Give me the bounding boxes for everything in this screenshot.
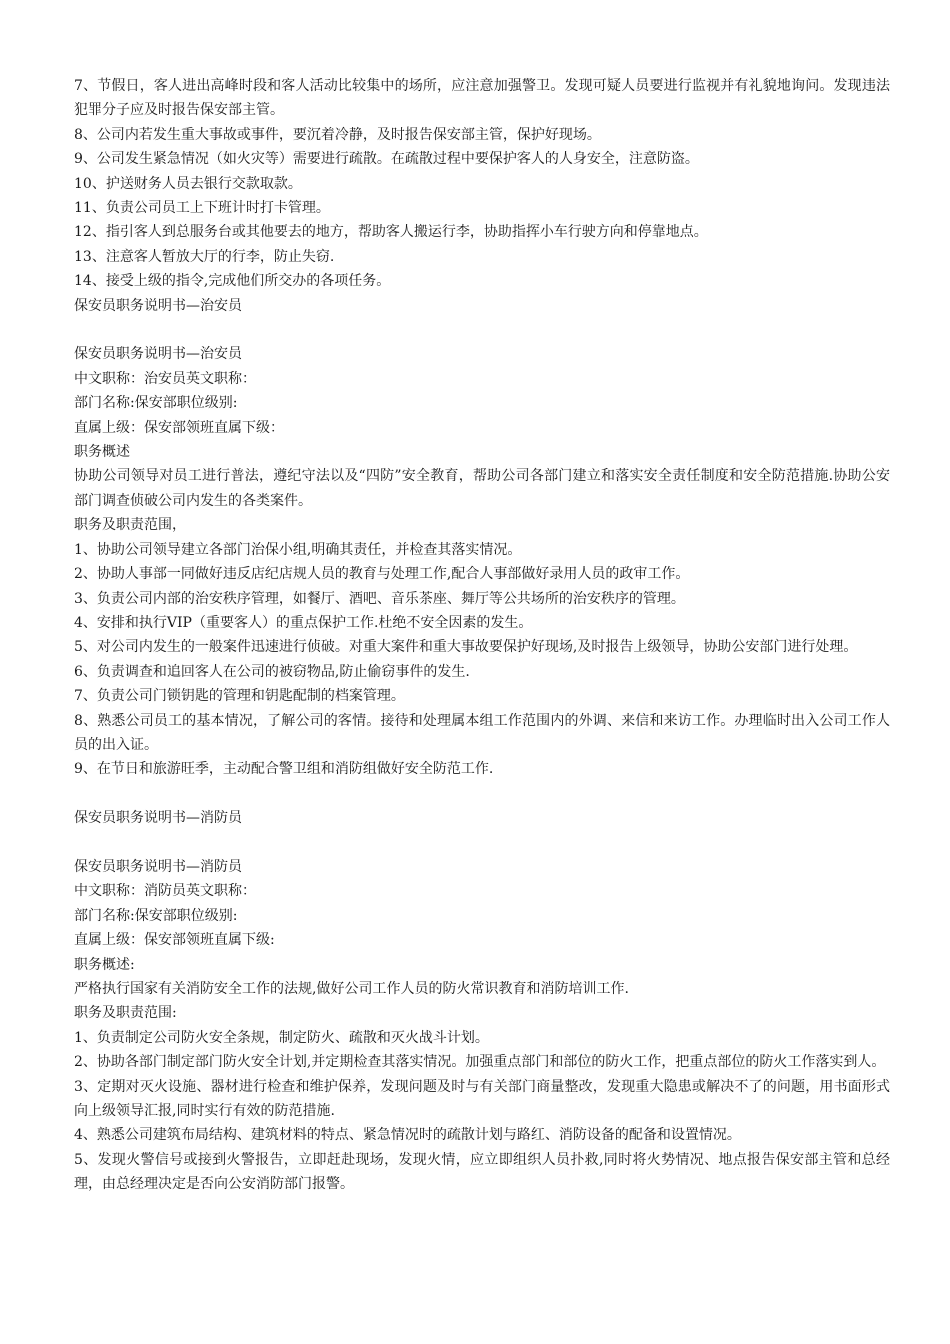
list-item: 6、负责调查和追回客人在公司的被窃物品,防止偷窃事件的发生. (74, 663, 470, 680)
subheading: 职务概述 (74, 444, 130, 461)
list-item: 5、对公司内发生的一般案件迅速进行侦破。对重大案件和重大事故要保护好现场,及时报告上级领导，协助公安部门进行处理。 (74, 639, 858, 656)
paragraph: 10、护送财务人员去银行交款取款。 (74, 175, 302, 192)
field-line: 部门名称:保安部职位级别: (74, 395, 238, 412)
list-item: 2、协助人事部一同做好违反店纪店规人员的教育与处理工作,配合人事部做好录用人员的政审工作。 (74, 566, 690, 583)
subheading: 职务概述: (74, 956, 135, 973)
section-heading: 保安员职务说明书—消防员 (74, 810, 242, 827)
field-line: 直属上级：保安部领班直属下级: (74, 932, 275, 949)
section-heading: 保安员职务说明书—治安员 (74, 297, 242, 314)
paragraph: 13、注意客人暂放大厅的行李，防止失窃. (74, 248, 335, 265)
paragraph: 7、节假日，客人进出高峰时段和客人活动比较集中的场所，应注意加强警卫。发现可疑人员要进行监视并有礼貌地询问。发现违法犯罪分子应及时报告保安部主管。 (74, 78, 890, 119)
field-line: 部门名称:保安部职位级别: (74, 907, 238, 924)
paragraph: 8、公司内若发生重大事故或事件，要沉着冷静，及时报告保安部主管，保护好现场。 (74, 126, 601, 143)
list-item: 8、熟悉公司员工的基本情况，了解公司的客情。接待和处理属本组工作范围内的外调、来信和来访工作。办理临时出入公司工作人员的出入证。 (74, 712, 890, 753)
list-item: 4、熟悉公司建筑布局结构、建筑材料的特点、紧急情况时的疏散计划与路红、消防设备的配备和设置情况。 (74, 1127, 741, 1144)
blank-line (74, 831, 890, 855)
field-line: 中文职称：消防员英文职称： (74, 883, 256, 900)
list-item: 2、协助各部门制定部门防火安全计划,并定期检查其落实情况。加强重点部门和部位的防火工作，把重点部位的防火工作落实到人。 (74, 1054, 886, 1071)
list-item: 1、协助公司领导建立各部门治保小组,明确其责任，并检查其落实情况。 (74, 541, 522, 558)
paragraph: 9、公司发生紧急情况（如火灾等）需要进行疏散。在疏散过程中要保护客人的人身安全，注意防盗。 (74, 151, 699, 168)
list-item: 5、发现火警信号或接到火警报告，立即赶赴现场，发现火情，应立即组织人员扑救,同时将火势情况、地点报告保安部主管和总经理，由总经理决定是否向公安消防部门报警。 (74, 1151, 890, 1193)
list-item: 3、定期对灭火设施、器材进行检查和维护保养，发现问题及时与有关部门商量整改，发现重大隐患或解决不了的问题，用书面形式向上级领导汇报,同时实行有效的防范措施. (74, 1078, 890, 1120)
section-title: 保安员职务说明书—消防员 (74, 858, 242, 875)
field-line: 直属上级：保安部领班直属下级： (74, 419, 284, 436)
paragraph: 14、接受上级的指令,完成他们所交办的各项任务。 (74, 273, 391, 290)
document-page (74, 74, 890, 1197)
blank-line (74, 318, 890, 342)
blank-line (74, 782, 890, 806)
list-item: 7、负责公司门锁钥匙的管理和钥匙配制的档案管理。 (74, 688, 405, 705)
section-title: 保安员职务说明书—治安员 (74, 346, 242, 363)
list-item: 4、安排和执行VIP（重要客人）的重点保护工作.杜绝不安全因素的发生。 (74, 614, 533, 631)
paragraph: 11、负责公司员工上下班计时打卡管理。 (74, 200, 330, 217)
subheading: 职务及职责范围: (74, 1005, 177, 1022)
paragraph: 严格执行国家有关消防安全工作的法规,做好公司工作人员的防火常识教育和消防培训工作. (74, 980, 629, 997)
paragraph: 12、指引客人到总服务台或其他要去的地方，帮助客人搬运行李，协助指挥小车行驶方向和停靠地点。 (74, 224, 708, 241)
list-item: 1、负责制定公司防火安全条规，制定防火、疏散和灭火战斗计划。 (74, 1029, 489, 1046)
paragraph: 协助公司领导对员工进行普法，遵纪守法以及“四防”安全教育，帮助公司各部门建立和落实安全责任制度和安全防范措施.协助公安部门调查侦破公司内发生的各类案件。 (74, 468, 890, 509)
subheading: 职务及职责范围， (74, 517, 186, 534)
field-line: 中文职称：治安员英文职称： (74, 370, 256, 387)
list-item: 9、在节日和旅游旺季，主动配合警卫组和消防组做好安全防范工作. (74, 761, 494, 778)
list-item: 3、负责公司内部的治安秩序管理，如餐厅、酒吧、音乐茶座、舞厅等公共场所的治安秩序的管理。 (74, 590, 685, 607)
